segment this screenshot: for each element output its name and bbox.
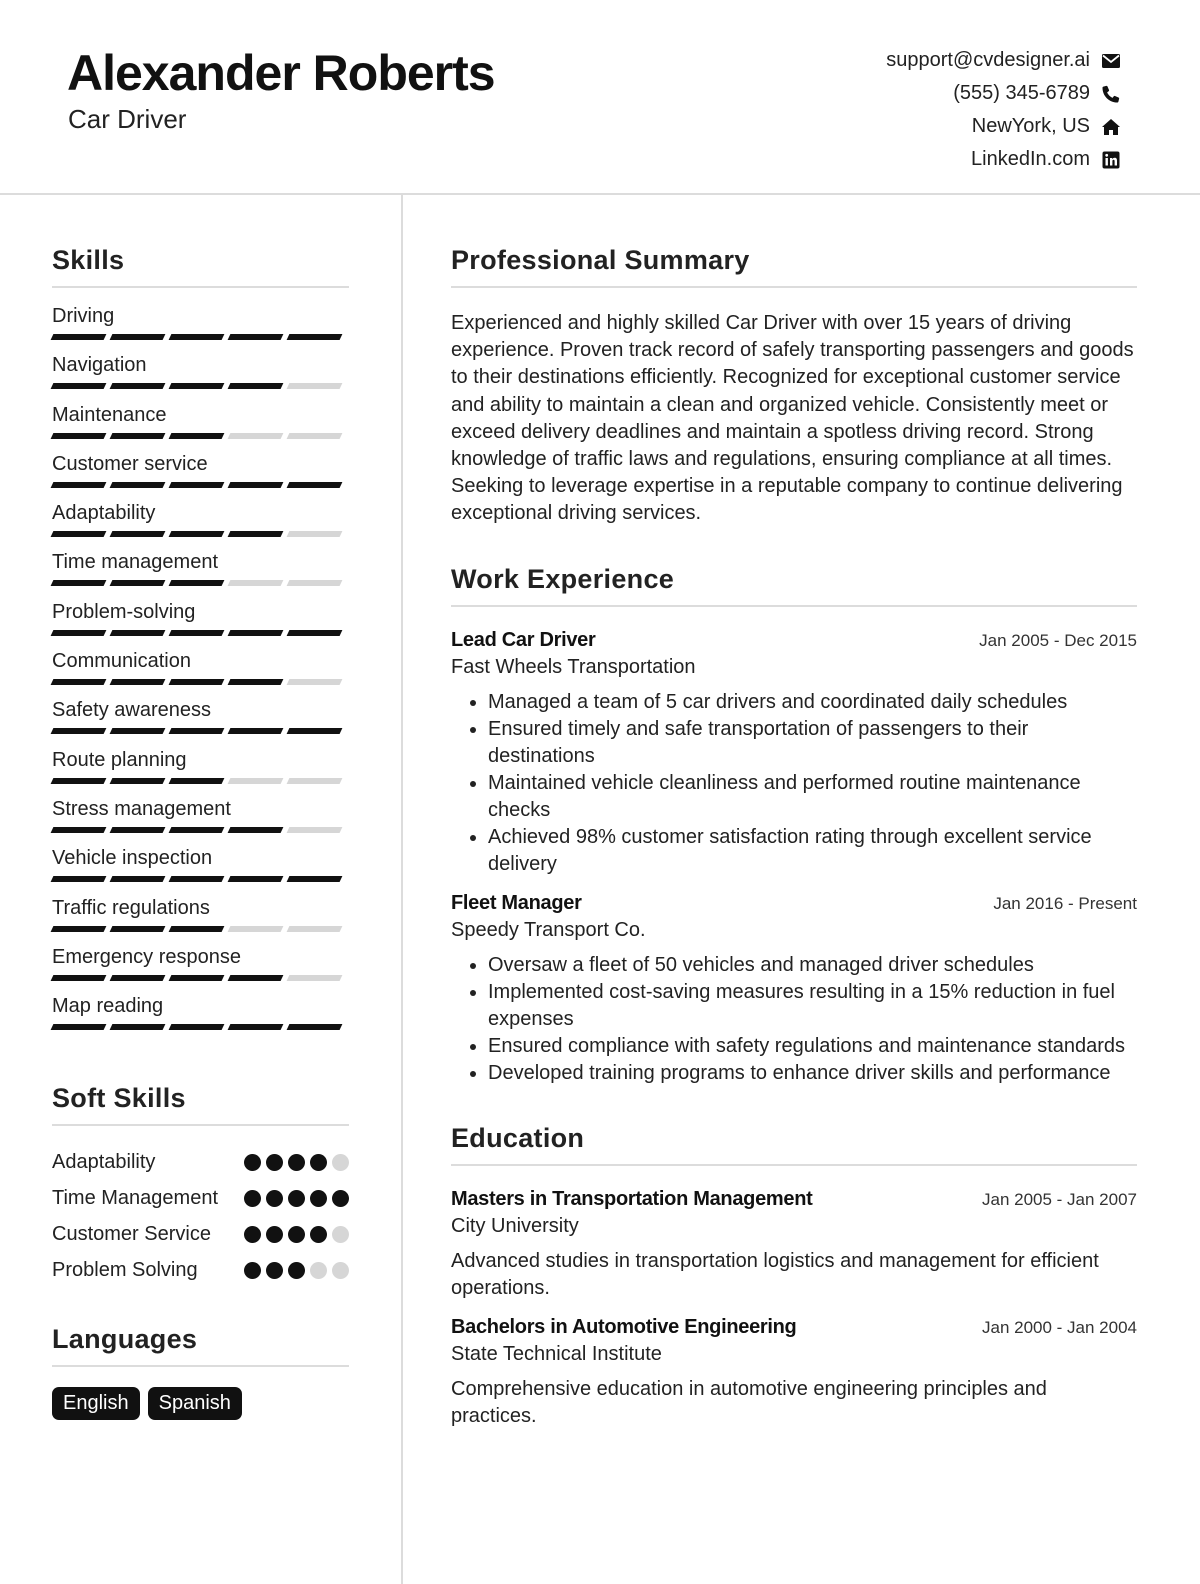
- skill-level-segment: [110, 827, 166, 833]
- right-column: [451, 245, 1137, 1430]
- skill-level-segment: [228, 334, 284, 340]
- soft-skills-list: [52, 1148, 349, 1284]
- job-dates: Jan 2016 - Present: [993, 893, 1137, 913]
- skill-level-segment: [51, 926, 107, 932]
- rating-dot: [288, 1262, 305, 1279]
- skill-level-segment: [287, 728, 343, 734]
- education-heading: Education: [451, 1123, 1137, 1166]
- education-header: [451, 1316, 1137, 1339]
- skill-level-segment: [287, 383, 343, 389]
- skill-level-segment: [228, 876, 284, 882]
- contact-phone[interactable]: [886, 77, 1122, 110]
- rating-dot: [244, 1154, 261, 1171]
- skill-level-segment: [287, 679, 343, 685]
- skill-level-segment: [51, 580, 107, 586]
- skill-level-segment: [169, 383, 225, 389]
- soft-skill-rating: [244, 1148, 349, 1171]
- home-icon: [1100, 116, 1122, 138]
- skill-level-segment: [169, 433, 225, 439]
- skill-level-bar: [52, 876, 349, 882]
- skill-item: [52, 550, 349, 599]
- skill-level-segment: [228, 580, 284, 586]
- rating-dot: [266, 1190, 283, 1207]
- skill-level-segment: [228, 728, 284, 734]
- skill-level-segment: [51, 334, 107, 340]
- skill-level-segment: [287, 876, 343, 882]
- rating-dot: [310, 1154, 327, 1171]
- candidate-name: Alexander Roberts: [67, 45, 495, 101]
- soft-skill-item: [52, 1220, 349, 1248]
- job-bullet: • Implemented cost-saving measures resulting in a 15% reduction in fuel expenses: [488, 979, 1137, 1033]
- skill-level-segment: [51, 383, 107, 389]
- skill-level-bar: [52, 334, 349, 340]
- skill-level-bar: [52, 630, 349, 636]
- skill-level-segment: [287, 975, 343, 981]
- job-bullet: • Managed a team of 5 car drivers and coordinated daily schedules: [488, 689, 1137, 716]
- job-company: Fast Wheels Transportation: [451, 655, 696, 678]
- contact-list: [886, 44, 1122, 176]
- skill-item: [52, 649, 349, 698]
- skill-level-segment: [51, 778, 107, 784]
- skill-name: Driving: [52, 305, 115, 327]
- education-degree: Bachelors in Automotive Engineering: [451, 1315, 797, 1338]
- skill-level-segment: [51, 482, 107, 488]
- skill-item: [52, 452, 349, 501]
- education-section: [451, 1123, 1137, 1430]
- skill-level-bar: [52, 383, 349, 389]
- job-bullets: [451, 689, 1137, 878]
- skill-name: Map reading: [52, 995, 164, 1018]
- skill-level-segment: [110, 876, 166, 882]
- skill-level-segment: [228, 531, 284, 537]
- skill-level-segment: [228, 778, 284, 784]
- skill-name: Navigation: [52, 354, 147, 377]
- rating-dot: [332, 1154, 349, 1171]
- skill-name: Time management: [52, 551, 218, 574]
- skill-level-segment: [110, 580, 166, 586]
- job-header: [451, 629, 1137, 652]
- skill-level-segment: [51, 975, 107, 981]
- soft-skills-section: [52, 1083, 349, 1284]
- skill-level-segment: [110, 728, 166, 734]
- skill-level-segment: [228, 926, 284, 932]
- rating-dot: [244, 1190, 261, 1207]
- skill-name: Customer service: [52, 452, 208, 475]
- skill-level-segment: [169, 975, 225, 981]
- column-divider: [401, 195, 403, 1584]
- skill-level-segment: [169, 778, 225, 784]
- job-company: Speedy Transport Co.: [451, 918, 646, 941]
- skill-level-segment: [228, 1024, 284, 1030]
- language-tag: Spanish: [148, 1387, 242, 1420]
- envelope-icon: [1100, 50, 1122, 72]
- skill-level-segment: [51, 827, 107, 833]
- skill-level-segment: [228, 975, 284, 981]
- rating-dot: [310, 1262, 327, 1279]
- skill-name: Communication: [52, 650, 191, 673]
- skill-level-segment: [228, 630, 284, 636]
- job-bullets: [451, 952, 1137, 1087]
- education-header: [451, 1188, 1137, 1211]
- rating-dot: [266, 1226, 283, 1243]
- skill-level-segment: [169, 531, 225, 537]
- job-header: [451, 892, 1137, 915]
- jobs-list: [451, 629, 1137, 1087]
- skill-level-bar: [52, 433, 349, 439]
- skill-level-segment: [110, 531, 166, 537]
- skill-level-segment: [228, 827, 284, 833]
- skill-level-segment: [228, 383, 284, 389]
- contact-phone-text[interactable]: (555) 345-6789: [953, 82, 1090, 104]
- left-column: [52, 245, 349, 1420]
- rating-dot: [332, 1190, 349, 1207]
- education-description: Comprehensive education in automotive engineering principles and practices.: [451, 1377, 1047, 1427]
- language-tag: English: [52, 1387, 140, 1420]
- rating-dot: [244, 1262, 261, 1279]
- phone-icon: [1100, 83, 1122, 105]
- summary-heading: Professional Summary: [451, 245, 1137, 288]
- skills-list: [52, 304, 349, 1043]
- soft-skill-name: Time Management: [52, 1187, 218, 1210]
- rating-dot: [332, 1226, 349, 1243]
- contact-email[interactable]: [886, 44, 1122, 77]
- rating-dot: [266, 1154, 283, 1171]
- soft-skill-rating: [244, 1184, 349, 1207]
- job-title: Lead Car Driver: [451, 628, 596, 651]
- skill-item: [52, 846, 349, 895]
- skill-level-segment: [110, 975, 166, 981]
- skill-level-bar: [52, 482, 349, 488]
- skill-level-segment: [169, 926, 225, 932]
- skill-item: [52, 698, 349, 747]
- skill-level-segment: [110, 630, 166, 636]
- job-bullet: • Developed training programs to enhance driver skills and performance: [488, 1060, 1137, 1087]
- soft-skill-name: Adaptability: [52, 1151, 156, 1174]
- skill-level-bar: [52, 679, 349, 685]
- job-bullet: • Achieved 98% customer satisfaction rating through excellent service delivery: [488, 824, 1137, 878]
- skill-item: [52, 304, 349, 353]
- rating-dot: [288, 1226, 305, 1243]
- job-title: Fleet Manager: [451, 891, 582, 914]
- skill-item: [52, 600, 349, 649]
- skill-level-segment: [169, 679, 225, 685]
- skill-name: Emergency response: [52, 945, 241, 968]
- education-entry: [451, 1188, 1137, 1302]
- skill-item: [52, 501, 349, 550]
- experience-heading: Work Experience: [451, 564, 1137, 607]
- rating-dot: [310, 1226, 327, 1243]
- skill-level-bar: [52, 778, 349, 784]
- languages-heading: Languages: [52, 1324, 349, 1367]
- skill-level-segment: [110, 679, 166, 685]
- soft-skill-item: [52, 1256, 349, 1284]
- skill-level-segment: [228, 679, 284, 685]
- linkedin-icon: [1100, 149, 1122, 171]
- skill-level-segment: [287, 827, 343, 833]
- skill-name: Problem-solving: [52, 600, 196, 623]
- job-bullet: • Ensured timely and safe transportation of passengers to their destinations: [488, 716, 1137, 770]
- skill-level-segment: [169, 334, 225, 340]
- skill-level-segment: [110, 482, 166, 488]
- skill-level-segment: [169, 728, 225, 734]
- skill-level-segment: [228, 482, 284, 488]
- skill-name: Maintenance: [52, 403, 167, 426]
- job-bullet: • Maintained vehicle cleanliness and performed routine maintenance checks: [488, 770, 1137, 824]
- rating-dot: [310, 1190, 327, 1207]
- skill-level-segment: [51, 1024, 107, 1030]
- skill-level-segment: [110, 926, 166, 932]
- skill-level-segment: [110, 778, 166, 784]
- skill-level-segment: [110, 1024, 166, 1030]
- job-entry: [451, 892, 1137, 1087]
- rating-dot: [266, 1262, 283, 1279]
- skill-level-segment: [51, 728, 107, 734]
- skill-level-segment: [169, 1024, 225, 1030]
- skills-heading: Skills: [52, 245, 349, 288]
- education-school: City University: [451, 1214, 579, 1237]
- skill-level-segment: [169, 876, 225, 882]
- skill-level-segment: [51, 433, 107, 439]
- education-description: Advanced studies in transportation logistics and management for efficient operations.: [451, 1249, 1099, 1299]
- skill-level-segment: [169, 827, 225, 833]
- skill-item: [52, 748, 349, 797]
- skill-level-segment: [169, 630, 225, 636]
- soft-skill-item: [52, 1184, 349, 1212]
- skill-item: [52, 797, 349, 846]
- languages-section: [52, 1324, 349, 1420]
- skill-level-segment: [287, 433, 343, 439]
- skill-item: [52, 403, 349, 452]
- rating-dot: [332, 1262, 349, 1279]
- job-entry: [451, 629, 1137, 878]
- skill-name: Route planning: [52, 748, 187, 771]
- skill-level-bar: [52, 827, 349, 833]
- skill-level-segment: [287, 334, 343, 340]
- resume-header: [0, 0, 1200, 195]
- contact-location: [886, 110, 1122, 143]
- skill-level-bar: [52, 975, 349, 981]
- skill-name: Stress management: [52, 797, 231, 820]
- skill-name: Safety awareness: [52, 699, 211, 722]
- contact-linkedin[interactable]: [886, 143, 1122, 176]
- education-entry: [451, 1316, 1137, 1430]
- skill-level-segment: [51, 630, 107, 636]
- skill-level-segment: [51, 531, 107, 537]
- summary-text: Experienced and highly skilled Car Driver with over 15 years of driving experience. Proven track record of safely transporting passengers and goods to their destinations efficiently. Recognized for exceptional customer service and ability to maintain a clean and organized vehicle. Consistently meet or exceed delivery deadlines and maintain a spotless driving record. Strong knowledge of traffic laws and regulations, ensuring compliance at all times. Seeking to leverage expertise in a reputable company to continue delivering exceptional driving services.: [451, 312, 1134, 525]
- candidate-role: Car Driver: [68, 104, 187, 134]
- experience-section: [451, 564, 1137, 1087]
- rating-dot: [244, 1226, 261, 1243]
- skill-level-segment: [287, 580, 343, 586]
- job-bullet: • Ensured compliance with safety regulations and maintenance standards: [488, 1033, 1137, 1060]
- skill-item: [52, 945, 349, 994]
- skill-level-segment: [287, 1024, 343, 1030]
- education-degree: Masters in Transportation Management: [451, 1187, 813, 1210]
- soft-skills-heading: Soft Skills: [52, 1083, 349, 1126]
- skill-level-bar: [52, 531, 349, 537]
- languages-list: [52, 1387, 349, 1420]
- skill-level-segment: [287, 531, 343, 537]
- job-dates: Jan 2005 - Dec 2015: [979, 630, 1137, 650]
- education-dates: Jan 2000 - Jan 2004: [981, 1317, 1137, 1337]
- skill-level-segment: [287, 482, 343, 488]
- soft-skill-rating: [244, 1220, 349, 1243]
- skill-name: Vehicle inspection: [52, 847, 213, 870]
- contact-location-text: NewYork, US: [971, 115, 1090, 137]
- soft-skill-rating: [244, 1256, 349, 1279]
- skill-level-segment: [228, 433, 284, 439]
- job-bullet: • Oversaw a fleet of 50 vehicles and managed driver schedules: [488, 952, 1137, 979]
- soft-skill-name: Customer Service: [52, 1223, 211, 1246]
- skill-level-segment: [287, 926, 343, 932]
- soft-skill-item: [52, 1148, 349, 1176]
- skill-item: [52, 353, 349, 402]
- skill-name: Traffic regulations: [52, 896, 210, 919]
- skill-level-segment: [287, 630, 343, 636]
- skill-level-segment: [110, 334, 166, 340]
- skill-level-segment: [110, 433, 166, 439]
- rating-dot: [288, 1154, 305, 1171]
- education-school: State Technical Institute: [451, 1342, 662, 1365]
- skill-name: Adaptability: [52, 502, 156, 525]
- skill-level-bar: [52, 728, 349, 734]
- skill-level-segment: [169, 482, 225, 488]
- rating-dot: [288, 1190, 305, 1207]
- skill-level-segment: [51, 876, 107, 882]
- skill-level-segment: [287, 778, 343, 784]
- skill-level-segment: [169, 580, 225, 586]
- soft-skill-name: Problem Solving: [52, 1259, 198, 1282]
- skill-item: [52, 994, 349, 1043]
- education-list: [451, 1188, 1137, 1430]
- skill-level-bar: [52, 580, 349, 586]
- skill-level-bar: [52, 1024, 349, 1030]
- contact-email-text[interactable]: support@cvdesigner.ai: [886, 49, 1090, 71]
- contact-linkedin-text[interactable]: LinkedIn.com: [971, 148, 1090, 170]
- skill-item: [52, 896, 349, 945]
- skill-level-segment: [51, 679, 107, 685]
- skill-level-segment: [110, 383, 166, 389]
- skill-level-bar: [52, 926, 349, 932]
- education-dates: Jan 2005 - Jan 2007: [981, 1189, 1137, 1209]
